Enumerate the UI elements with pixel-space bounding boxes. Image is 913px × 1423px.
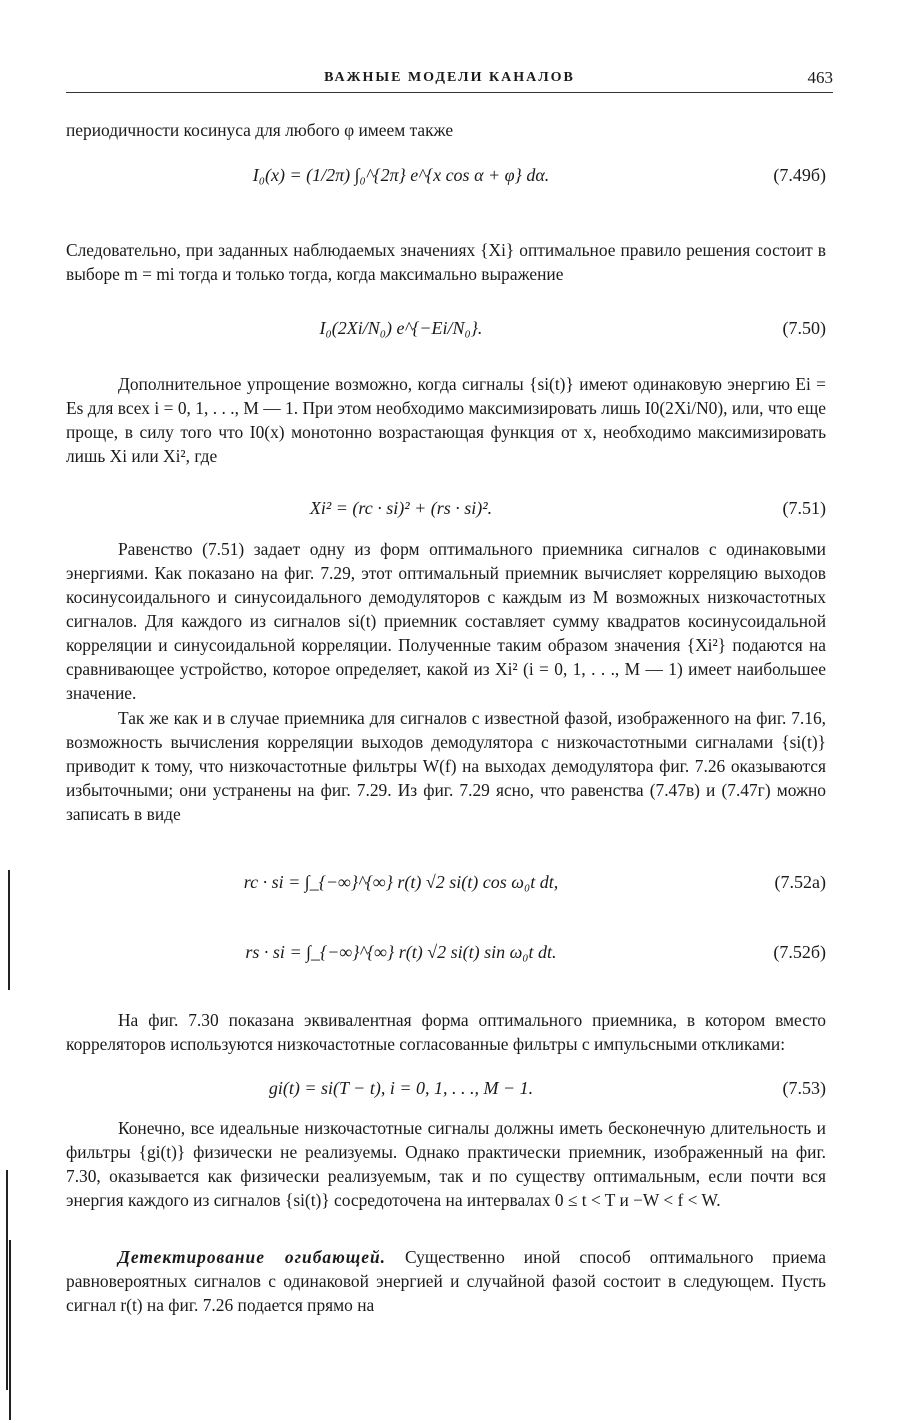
running-title: ВАЖНЫЕ МОДЕЛИ КАНАЛОВ bbox=[324, 70, 575, 85]
equation-body: rc · si = ∫_{−∞}^{∞} r(t) √2 si(t) cos ω₀t dt, bbox=[243, 872, 559, 892]
equation-7-50 bbox=[66, 318, 826, 358]
page-number: 463 bbox=[807, 68, 833, 87]
equation-body: rs · si = ∫_{−∞}^{∞} r(t) √2 si(t) sin ω₀t dt. bbox=[245, 942, 557, 962]
paragraph-0: периодичности косинуса для любого φ имеем также bbox=[66, 120, 454, 140]
paragraph-4: Так же как и в случае приемника для сигналов с известной фазой, изображенного на фиг. 7.16, возможность вычисления корреляции выходов демодулятора с низкочастотными сигналами {si(t)} приводит к тому, что низкочастотные фильтры W(f) на выходах демодулятора фиг. 7.26 оказываются избыточными; они устранены на фиг. 7.29. Из фиг. 7.29 ясно, что равенства (7.47в) и (7.47г) можно записать в виде bbox=[66, 708, 826, 824]
equation-body: gi(t) = si(T − t), i = 0, 1, . . ., M − 1. bbox=[268, 1078, 534, 1098]
paragraph-2: Дополнительное упрощение возможно, когда сигналы {si(t)} имеют одинаковую энергию Ei = Es для всех i = 0, 1, . . ., M — 1. При этом необходимо максимизировать лишь I0(2Xi/N0), или, что еще проще, в силу того что I0(x) монотонно возрастающая функция от x, необходимо максимизировать лишь Xi или Xi², где bbox=[66, 374, 826, 466]
equation-body: I₀(x) = (1/2π) ∫₀^{2π} e^{x cos α + φ} dα. bbox=[252, 165, 550, 185]
paragraph-5: На фиг. 7.30 показана эквивалентная форма оптимального приемника, в котором вместо корреляторов используются низкочастотные согласованные фильтры с импульсными откликами: bbox=[66, 1010, 826, 1054]
equation-7-53 bbox=[66, 1078, 826, 1118]
equation-body: I₀(2Xi/N₀) e^{−Ei/N₀}. bbox=[319, 318, 483, 338]
equation-number: (7.49б) bbox=[773, 165, 826, 185]
equation-number: (7.52а) bbox=[774, 872, 826, 892]
paragraph-6: Конечно, все идеальные низкочастотные сигналы должны иметь бесконечную длительность и фильтры {gi(t)} физически не реализуемы. Однако практически приемник, изображенный на фиг. 7.30, оказывается как физически реализуемым, так и по существу оптимальным, если почти вся энергия каждого из сигналов {si(t)} сосредоточена на интервалах 0 ≤ t < T и −W < f < W. bbox=[66, 1118, 826, 1210]
equation-number: (7.51) bbox=[782, 498, 826, 518]
equation-7-52b bbox=[66, 942, 826, 982]
equation-number: (7.52б) bbox=[773, 942, 826, 962]
paragraph-1: Следовательно, при заданных наблюдаемых значениях {Xi} оптимальное правило решения состоит в выборе m = mi тогда и только тогда, когда максимально выражение bbox=[66, 240, 826, 284]
section-run-in-heading: Детектирование огибающей. bbox=[118, 1247, 386, 1267]
equation-7-51 bbox=[66, 498, 826, 538]
equation-body: Xi² = (rc · si)² + (rs · si)². bbox=[309, 498, 493, 518]
paragraph-7 bbox=[66, 1245, 826, 1317]
equation-number: (7.50) bbox=[782, 318, 826, 338]
equation-7-49b bbox=[66, 165, 826, 205]
paragraph-3: Равенство (7.51) задает одну из форм оптимального приемника сигналов с одинаковыми энергиями. Как показано на фиг. 7.29, этот оптимальный приемник вычисляет корреляцию выходов косинусоидального и синусоидального демодуляторов с каждым из M возможных низкочастотных сигналов. Для каждого из сигналов si(t) приемник составляет сумму квадратов косинусоидальной корреляции и синусоидальной корреляции. Полученные таким образом значения {Xi²} подаются на сравнивающее устройство, которое определяет, какой из Xi² (i = 0, 1, . . ., M — 1) имеет наибольшее значение. bbox=[66, 539, 826, 703]
page-header bbox=[66, 68, 833, 93]
equation-number: (7.53) bbox=[782, 1078, 826, 1098]
scan-margin-marks bbox=[0, 870, 14, 1423]
equation-7-52a bbox=[66, 872, 826, 912]
paragraph-7-text: Существенно иной способ оптимального приема равновероятных сигналов с одинаковой энергией и случайной фазой состоит в следующем. Пусть сигнал r(t) на фиг. 7.26 подается прямо на bbox=[66, 1247, 826, 1315]
